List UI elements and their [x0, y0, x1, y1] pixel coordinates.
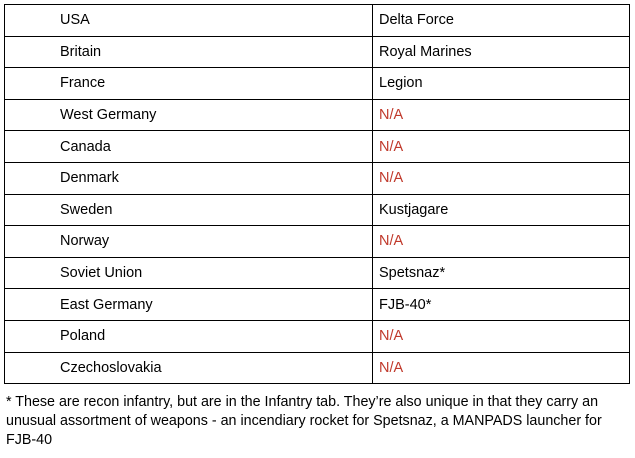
- unit-cell: N/A: [373, 99, 630, 131]
- special-forces-table: [4, 4, 630, 384]
- country-cell: Soviet Union: [5, 257, 373, 289]
- unit-cell: N/A: [373, 352, 630, 384]
- unit-cell: FJB-40*: [373, 289, 630, 321]
- country-cell: USA: [5, 5, 373, 37]
- country-cell: Czechoslovakia: [5, 352, 373, 384]
- unit-cell: N/A: [373, 131, 630, 163]
- country-cell: West Germany: [5, 99, 373, 131]
- unit-cell: Kustjagare: [373, 194, 630, 226]
- table-row: [5, 162, 630, 194]
- unit-cell: Spetsnaz*: [373, 257, 630, 289]
- country-cell: Poland: [5, 320, 373, 352]
- country-cell: East Germany: [5, 289, 373, 321]
- table-row: [5, 36, 630, 68]
- table-row: [5, 289, 630, 321]
- country-cell: France: [5, 68, 373, 100]
- unit-cell: N/A: [373, 226, 630, 258]
- unit-cell: N/A: [373, 162, 630, 194]
- table-row: [5, 194, 630, 226]
- country-cell: Canada: [5, 131, 373, 163]
- table-row: [5, 320, 630, 352]
- table-row: [5, 68, 630, 100]
- table-row: [5, 352, 630, 384]
- document-page: [4, 4, 630, 450]
- unit-cell: Legion: [373, 68, 630, 100]
- unit-cell: N/A: [373, 320, 630, 352]
- table-row: [5, 99, 630, 131]
- country-cell: Denmark: [5, 162, 373, 194]
- unit-cell: Royal Marines: [373, 36, 630, 68]
- table-row: [5, 226, 630, 258]
- table-row: [5, 257, 630, 289]
- footnote-text: * These are recon infantry, but are in the Infantry tab. They’re also unique in that they carry an unusual assortment of weapons - an incendiary rocket for Spetsnaz, a MANPADS launcher for FJB-40: [6, 394, 602, 449]
- country-cell: Sweden: [5, 194, 373, 226]
- unit-cell: Delta Force: [373, 5, 630, 37]
- table-row: [5, 5, 630, 37]
- country-cell: Britain: [5, 36, 373, 68]
- table-body: [5, 5, 630, 384]
- table-row: [5, 131, 630, 163]
- country-cell: Norway: [5, 226, 373, 258]
